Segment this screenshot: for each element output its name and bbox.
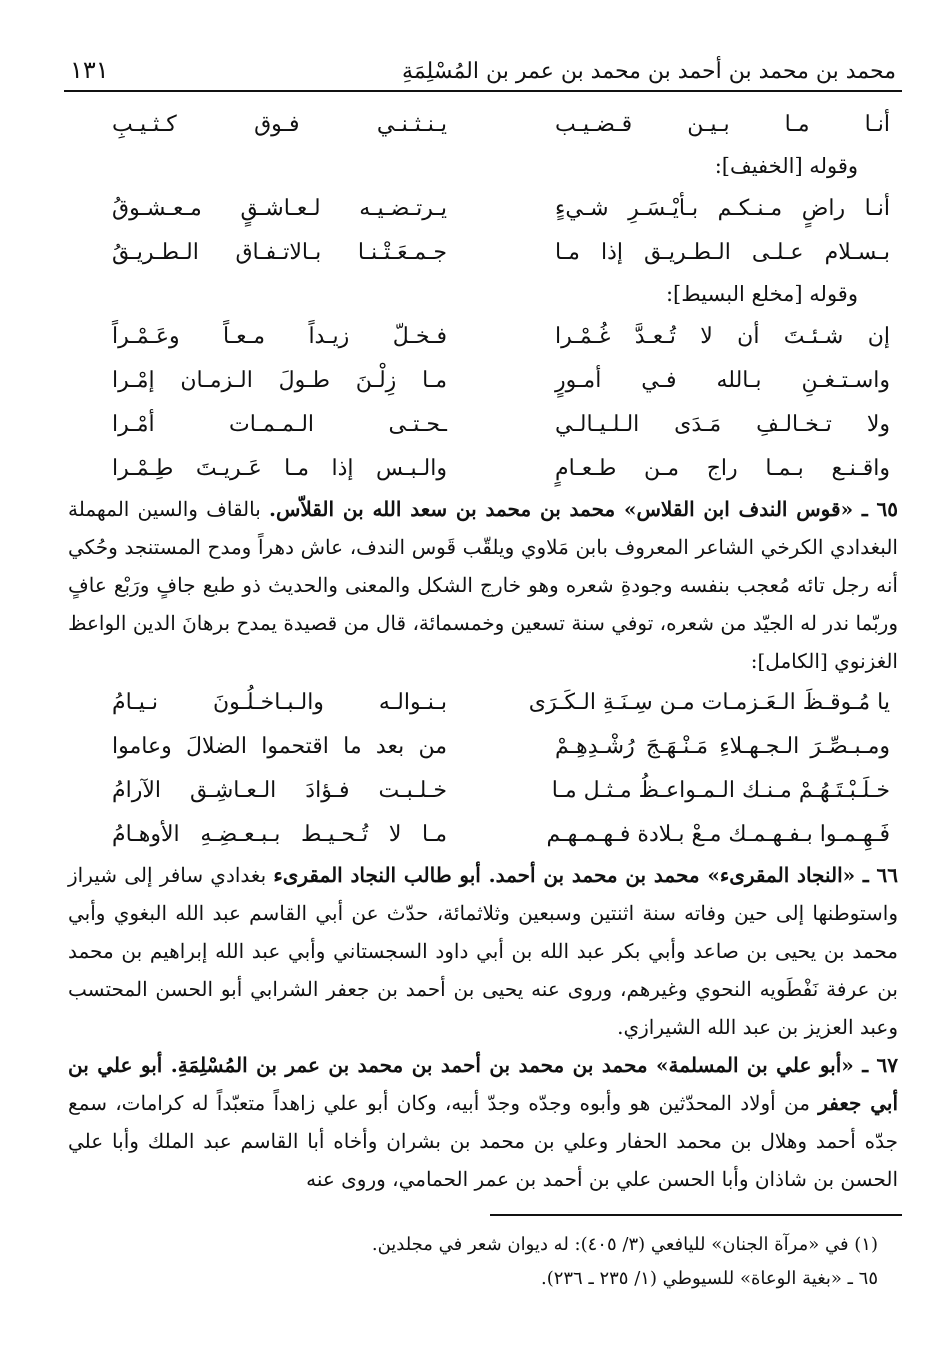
verse xyxy=(64,812,902,856)
footnote: ٦٥ ـ «بغية الوعاة» للسيوطي (١/ ٢٣٥ ـ ٢٣٦). xyxy=(540,1268,878,1289)
entry-65 xyxy=(64,490,902,680)
hemistich-second: من بعد ما اقتحموا الضلالَ وعاموا xyxy=(112,733,447,759)
header-title: محمد بن محمد بن أحمد بن محمد بن عمر بن المُسْلِمَةِ xyxy=(402,59,896,84)
page-number: ١٣١ xyxy=(70,56,109,84)
entry-heading: ٦٧ ـ «أبو علي بن المسلمة» محمد بن محمد بن أحمد بن محمد بن عمر بن المُسْلِمَةِ. أبو علي بن أبي جعفر xyxy=(68,1053,899,1115)
entry-text: من أولاد المحدّثين هو وأبوه وجدّه وجدّ أبيه، وكان أبو علي زاهداً متعبّداً له كرامات، سمع جدّه أحمد وهلال بن محمد الحفار وعلي بن محمد بن بشران وأخاه أبا القاسم عبد الملك وأبا علي الحسن بن شاذان وأبا الحسن علي بن أحمد بن عمر الحمامي، وروى عنه xyxy=(68,1091,899,1191)
book-page xyxy=(64,44,902,1296)
hemistich-second: مـا زِلْـنَ طـولَ الـزمـان إمْـرا xyxy=(112,367,447,393)
verse xyxy=(64,314,902,358)
hemistich-first: خـلَـبْـتَـهُـمْ مـنـك الـمـواعـظُ مـثـل مـا xyxy=(551,777,890,803)
hemistich-first: ومـبـصِّـرَ الـجـهـلاءِ مَـنْـهَـجَ رُشْـدِهِـمْ xyxy=(555,733,890,759)
hemistich-second: بـنـوالـه والـبـاخـلُـونَ نـيـامُ xyxy=(112,689,447,715)
entry-text: بغدادي سافر إلى شيراز واستوطنها إلى حين وفاته سنة اثنتين وسبعين وثلاثمائة، حدّث عن أبي القاسم عبد الله البغوي وأبي محمد بن يحيى بن صاعد وأبي بكر عبد الله بن أبي داود السجستاني وأبي عبد الله إبراهيم بن محمد بن عرفة نَفْطَويه النحوي وغيرهم، وروى عنه يحيى بن أحمد بن جعفر الشرابي أبو الحسن المحتسب وعبد العزيز بن عبد الله الشيرازي. xyxy=(68,863,898,1039)
verse xyxy=(64,446,902,490)
verse xyxy=(64,102,902,146)
verse xyxy=(64,230,902,274)
hemistich-second: يـنـثـنـي فـوق كـثـيـبِ xyxy=(112,111,447,137)
hemistich-first: واسـتـغـنِ بـالله فـي أمـورٍ xyxy=(555,367,890,393)
hemistich-first: أنـا راضٍ مـنـكـم بـأيْـسَـرِ شـيءٍ xyxy=(555,195,890,221)
hemistich-second: خـلـبـت فـؤادَ الـعـاشِـق الآرامُ xyxy=(112,777,447,803)
verse xyxy=(64,186,902,230)
verse xyxy=(64,768,902,812)
poem-block-1 xyxy=(64,102,902,146)
hemistich-second: جـمـعَـتْـنـا بـالاتـفـاق الـطـريـقُ xyxy=(112,239,447,265)
hemistich-second: مـا لا تُـحـيـط بـبـعـضِـهِ الأوهـامُ xyxy=(112,821,447,847)
meter-intro: وقوله [الخفيف]: xyxy=(714,154,858,178)
hemistich-second: يـرتـضـيـه لـعـاشـقٍ مـعـشـوقُ xyxy=(112,195,447,221)
hemistich-second: فـخـلّ زيـداً مـعـاً وعَـمْـراً xyxy=(112,323,447,349)
verse xyxy=(64,724,902,768)
entry-heading: ٦٥ ـ «قوس الندف ابن القلاس» محمد بن محمد بن سعد الله بن القلاّس. xyxy=(269,497,898,521)
verse xyxy=(64,402,902,446)
hemistich-second: ـحـتـى الـمـمـات أمْـرا xyxy=(112,411,447,437)
hemistich-first: بـسـلام عـلـى الـطـريـق إذا مـا xyxy=(555,239,890,265)
running-header xyxy=(64,44,902,92)
meter-intro: وقوله [مخلع البسيط]: xyxy=(665,282,858,306)
footnote-rule xyxy=(490,1214,902,1216)
hemistich-first: واقـنـع بـمـا راج مـن طـعـامٍ xyxy=(555,455,890,481)
hemistich-first: ولا تـخـالـفِ مَـدَى الـلـيـالـي xyxy=(555,411,890,437)
entry-66 xyxy=(64,856,902,1046)
hemistich-first: أنـا مـا بـيـن قـضـيـب xyxy=(555,111,890,137)
entry-67 xyxy=(64,1046,902,1198)
footnotes xyxy=(64,1214,902,1296)
verse xyxy=(64,680,902,724)
footnote: (١) في «مرآة الجنان» لليافعي (٣/ ٤٠٥): له ديوان شعر في مجلدين. xyxy=(371,1234,878,1255)
verse xyxy=(64,358,902,402)
hemistich-first: فَـهِـمـوا بـفـهـمـك مـعْ بـلادة فـهـمـهـم xyxy=(546,821,890,847)
entry-heading: ٦٦ ـ «النجاد المقرىء» محمد بن محمد بن أحمد. أبو طالب النجاد المقرىء xyxy=(273,863,899,887)
hemistich-first: يا مُـوقـظَ الـعَـزمـات مـن سِـنَـةِ الـكَـرَى xyxy=(528,689,890,715)
hemistich-second: والـبـس إذا مـا عَـريـتَ طِـمْـرا xyxy=(112,455,447,481)
hemistich-first: إن شـئـتَ أن لا تُـعـدَّ غُـمْـرا xyxy=(555,323,890,349)
entry-text: بالقاف والسين المهملة البغدادي الكرخي الشاعر المعروف بابن مَلاوي ويلقّب قَوس الندف، عاش دهراً ومدح المستنجد وحُكي أنه رجل تائه مُعجب بنفسه وجودةِ شعره وهو خارج الشكل والمعنى والحديث ذو طبع جافٍ ورَبْع عافٍ وربّما ندر له الجيّد من شعره، توفي سنة تسعين وخمسمائة، قال من قصيدة يمدح برهانَ الدين الواعظ الغزنوي [الكامل]: xyxy=(68,497,898,673)
